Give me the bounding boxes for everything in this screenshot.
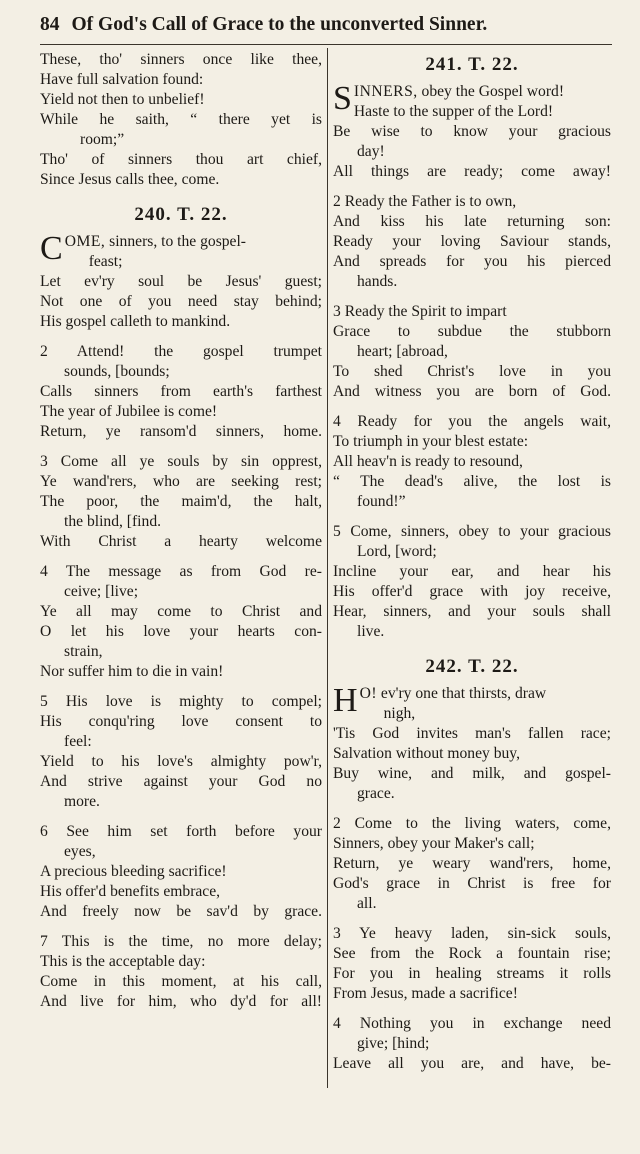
verse-line: 2 Attend! the gospel trumpet: [40, 343, 322, 360]
hymn-title-240: 240. T. 22.: [134, 204, 228, 225]
verse-line: A precious bleeding sacrifice!: [40, 863, 227, 880]
header-rule: [40, 44, 612, 45]
verse-line: And strive against your God no: [40, 773, 322, 790]
verse-line: For you in healing streams it rolls: [333, 965, 611, 982]
page-header: [40, 14, 610, 42]
first-verse: [333, 684, 611, 724]
verse-line: His offer'd grace with joy receive,: [333, 583, 611, 600]
verse-line: Nor suffer him to die in vain!: [40, 663, 224, 680]
verse-line: 3 Ready the Spirit to impart: [333, 303, 507, 320]
verse-line: While he saith, “ there yet is: [40, 111, 322, 128]
drop-cap: S: [333, 82, 352, 117]
verse-line: give; [hind;: [357, 1035, 430, 1052]
verse-line: feel:: [64, 733, 92, 750]
small-caps-word: O!: [359, 685, 378, 702]
verse-line: The poor, the maim'd, the halt,: [40, 493, 322, 510]
hymn-241: [333, 82, 611, 642]
verse-line: From Jesus, made a sacrifice!: [333, 985, 518, 1002]
verse-line: feast;: [88, 253, 123, 270]
verse-line: 4 Ready for you the angels wait,: [333, 413, 611, 430]
verse-line: [360, 684, 611, 704]
verse-line: Leave all you are, and have, be-: [333, 1055, 611, 1072]
verse-line: Return, ye ransom'd sinners, home.: [40, 423, 322, 440]
verse-line: Salvation without money buy,: [333, 745, 520, 762]
verse-line: 7 This is the time, no more delay;: [40, 933, 322, 950]
verse-line: 4 The message as from God re-: [40, 563, 322, 580]
verse-line: His gospel calleth to mankind.: [40, 313, 231, 330]
verse-line: eyes,: [64, 843, 96, 860]
verse-line: 3 Ye heavy laden, sin-sick souls,: [333, 925, 611, 942]
verse-line: To shed Christ's love in you: [333, 363, 611, 380]
hymn-240: [40, 232, 322, 1012]
verse-line: Let ev'ry soul be Jesus' guest;: [40, 273, 322, 290]
verse-line: Not one of you need stay behind;: [40, 293, 322, 310]
verse-line: grace.: [357, 785, 395, 802]
verse-line: 5 His love is mighty to compel;: [40, 693, 322, 710]
verse-line: Come in this moment, at his call,: [40, 973, 322, 990]
drop-cap: C: [40, 232, 63, 267]
verse-line: 'Tis God invites man's fallen race;: [333, 725, 611, 742]
verse-line: the blind, [find.: [64, 513, 162, 530]
verse-line: Ye all may come to Christ and: [40, 603, 322, 620]
hymn-title-241: 241. T. 22.: [425, 54, 519, 75]
drop-cap: H: [333, 684, 358, 719]
verse-line: And spreads for you his pierced: [333, 253, 611, 270]
verse-line: All heav'n is ready to resound,: [333, 453, 523, 470]
verse-line: sounds, [bounds;: [64, 363, 170, 380]
verse-line: all.: [357, 895, 377, 912]
verse-line: His conqu'ring love consent to: [40, 713, 322, 730]
verse-line: This is the acceptable day:: [40, 953, 206, 970]
verse-line: 2 Come to the living waters, come,: [333, 815, 611, 832]
verse-line: 5 Come, sinners, obey to your gracious: [333, 523, 611, 540]
verse-line: To triumph in your blest estate:: [333, 433, 529, 450]
verse-line: room;”: [80, 131, 125, 148]
verse-line: And freely now be sav'd by grace.: [40, 903, 322, 920]
verse-line: [65, 232, 322, 252]
verse-line: live.: [357, 623, 385, 640]
verse-line: These, tho' sinners once like thee,: [40, 51, 322, 68]
verse-line: Return, ye weary wand'rers, home,: [333, 855, 611, 872]
verse-line: 4 Nothing you in exchange need: [333, 1015, 611, 1032]
verse-line: ceive; [live;: [64, 583, 139, 600]
running-title: Of God's Call of Grace to the unconverted Sinner.: [71, 14, 488, 35]
verse-line: O let his love your hearts con-: [40, 623, 322, 640]
verse-line: See from the Rock a fountain rise;: [333, 945, 611, 962]
verse-line: 3 Come all ye souls by sin opprest,: [40, 453, 322, 470]
verse-line: Yield not then to unbelief!: [40, 91, 205, 108]
page-number: 84: [40, 14, 60, 35]
verse-line: “ The dead's alive, the lost is: [333, 473, 611, 490]
hymn-239-continuation: [40, 50, 322, 190]
column-divider: [327, 48, 328, 1088]
verse-line: Hear, sinners, and your souls shall: [333, 603, 611, 620]
verse-line: heart; [abroad,: [357, 343, 448, 360]
verse-line: And live for him, who dy'd for all!: [40, 993, 322, 1010]
verse-line: nigh,: [383, 705, 416, 722]
verse-line: Since Jesus calls thee, come.: [40, 171, 220, 188]
small-caps-word: INNERS,: [353, 83, 418, 100]
first-line-rest: sinners, to the gospel-: [105, 233, 247, 250]
verse-line: Tho' of sinners thou art chief,: [40, 151, 322, 168]
verse-line: His offer'd benefits embrace,: [40, 883, 221, 900]
right-column: [333, 50, 611, 1074]
verse-line: Grace to subdue the stubborn: [333, 323, 611, 340]
verse-line: Calls sinners from earth's farthest: [40, 383, 322, 400]
hymn-242: [333, 684, 611, 1074]
verse-line: Ready your loving Saviour stands,: [333, 233, 611, 250]
verse-line: Ye wand'rers, who are seeking rest;: [40, 473, 322, 490]
verse-line: 6 See him set forth before your: [40, 823, 322, 840]
small-caps-word: OME,: [64, 233, 106, 250]
verse-line: Have full salvation found:: [40, 71, 204, 88]
verse-line: Lord, [word;: [357, 543, 437, 560]
verse-line: found!”: [357, 493, 406, 510]
hymn-title-242: 242. T. 22.: [425, 656, 519, 677]
verse-line: Buy wine, and milk, and gospel-: [333, 765, 611, 782]
verse-line: God's grace in Christ is free for: [333, 875, 611, 892]
verse-line: more.: [64, 793, 100, 810]
verse-line: Yield to his love's almighty pow'r,: [40, 753, 322, 770]
verse-line: Haste to the supper of the Lord!: [353, 103, 554, 120]
verse-line: The year of Jubilee is come!: [40, 403, 218, 420]
verse-line: With Christ a hearty welcome: [40, 533, 322, 550]
verse-line: [354, 82, 611, 102]
first-line-rest: obey the Gospel word!: [417, 83, 565, 100]
verse-line: hands.: [357, 273, 398, 290]
first-verse: [40, 232, 322, 272]
first-line-rest: ev'ry one that thirsts, draw: [377, 685, 547, 702]
first-verse: [333, 82, 611, 122]
verse-line: All things are ready; come away!: [333, 163, 611, 180]
verse-line: day!: [357, 143, 385, 160]
verse-line: Sinners, obey your Maker's call;: [333, 835, 535, 852]
left-column: [40, 50, 322, 1012]
verse-line: And witness you are born of God.: [333, 383, 611, 400]
verse-line: Be wise to know your gracious: [333, 123, 611, 140]
verse-line: And kiss his late returning son:: [333, 213, 611, 230]
verse-line: strain,: [64, 643, 103, 660]
verse-line: 2 Ready the Father is to own,: [333, 193, 517, 210]
verse-line: Incline your ear, and hear his: [333, 563, 611, 580]
